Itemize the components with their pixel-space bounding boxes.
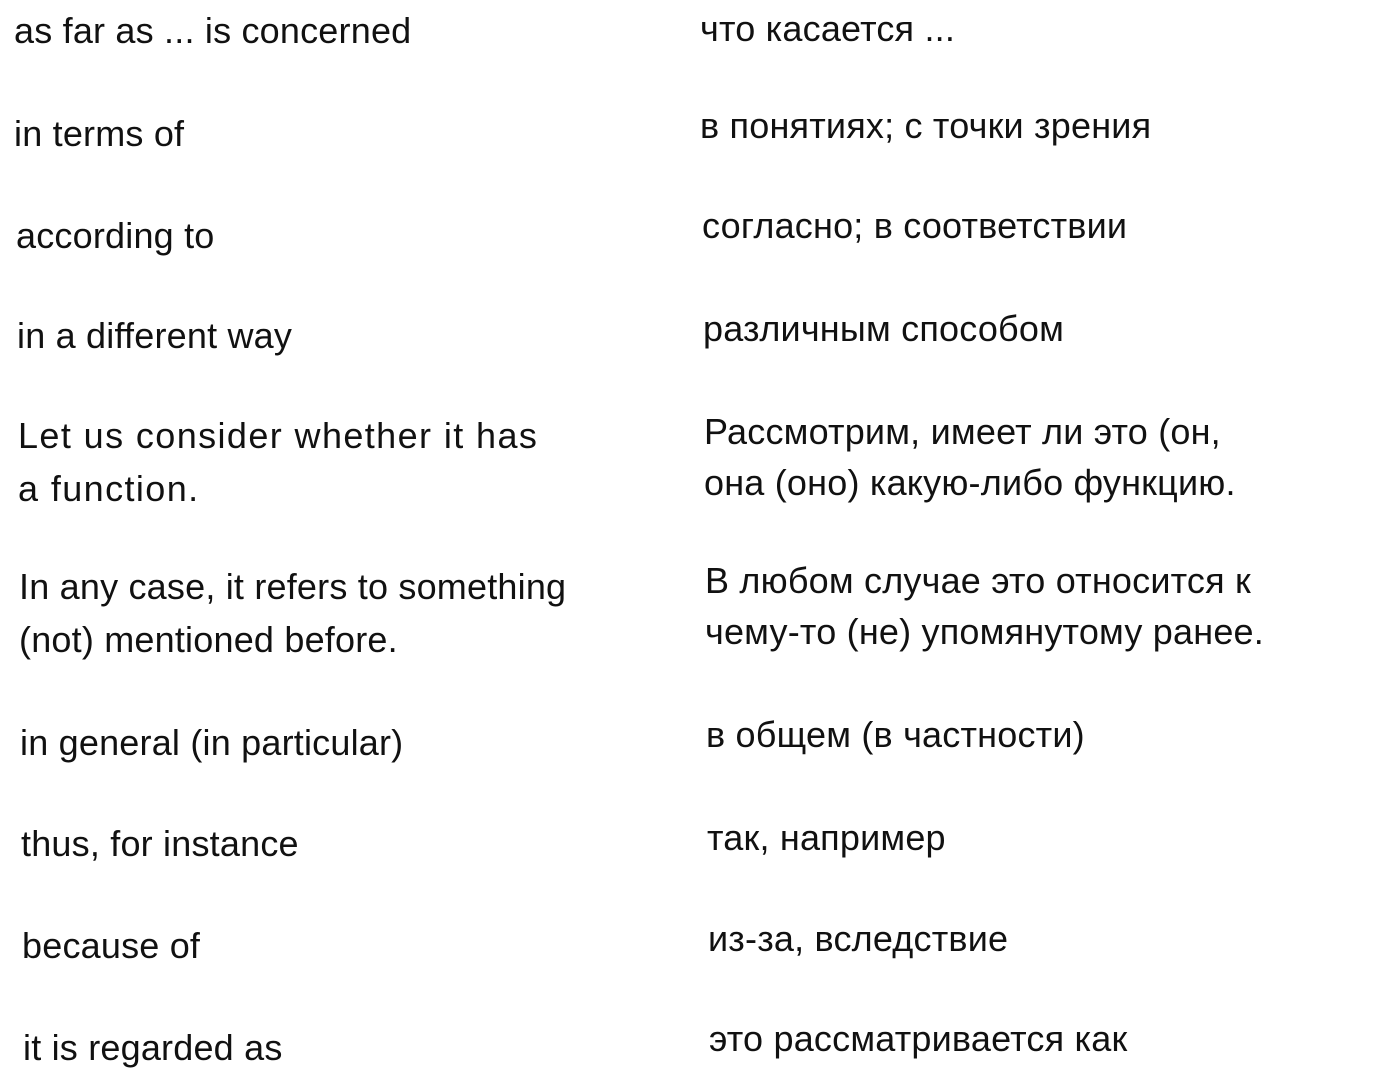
phrase-en: thus, for instance — [21, 823, 299, 864]
phrase-en: in terms of — [14, 113, 185, 154]
phrase-en-line1: In any case, it refers to something — [19, 566, 567, 607]
phrase-ru-line1: Рассмотрим, имеет ли это (он, — [704, 411, 1221, 452]
phrase-ru: различным способом — [703, 308, 1065, 349]
phrase-en: in general (in particular) — [20, 722, 404, 763]
phrase-en-line2: a function. — [18, 468, 200, 509]
phrase-en-line1: Let us consider whether it has — [18, 415, 539, 456]
phrase-ru: согласно; в соответствии — [702, 205, 1128, 246]
phrase-en: according to — [16, 215, 215, 256]
phrase-ru-line1: В любом случае это относится к — [705, 560, 1251, 601]
phrase-en-line2: (not) mentioned before. — [19, 619, 398, 660]
phrase-ru: так, например — [707, 817, 946, 858]
phrase-en: in a different way — [17, 315, 293, 356]
phrase-ru: это рассматривается как — [709, 1018, 1128, 1059]
phrase-ru-line2: чему-то (не) упомянутому ранее. — [705, 611, 1264, 652]
phrase-ru-line2: она (оно) какую-либо функцию. — [704, 462, 1236, 503]
phrase-ru: в общем (в частности) — [706, 714, 1085, 755]
phrase-ru: что касается ... — [700, 8, 956, 49]
phrase-en: because of — [22, 925, 201, 966]
phrase-ru: из-за, вследствие — [708, 918, 1009, 959]
phrase-en: as far as ... is concerned — [14, 10, 412, 51]
phrase-ru: в понятиях; с точки зрения — [700, 105, 1152, 146]
phrase-en: it is regarded as — [23, 1027, 283, 1068]
